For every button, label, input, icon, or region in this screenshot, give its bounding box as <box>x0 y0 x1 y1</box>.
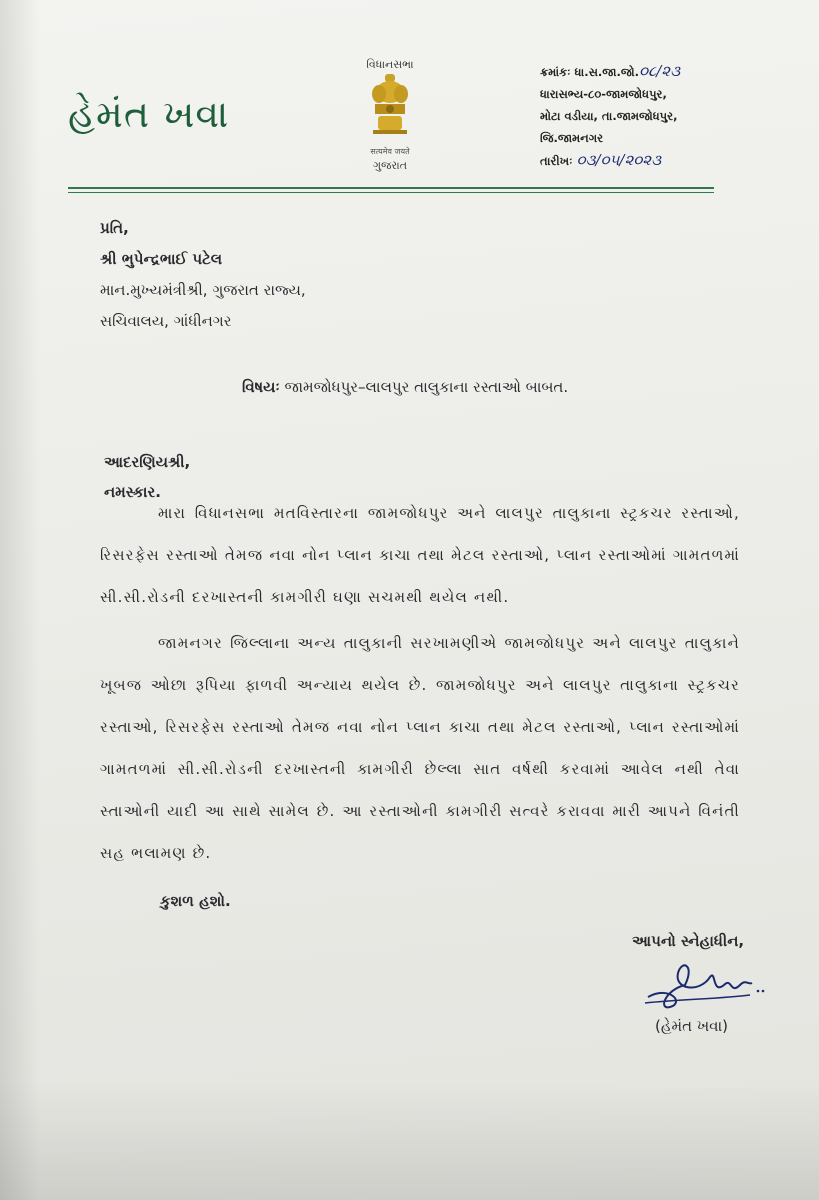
date-handwritten: ૦૩/૦૫/૨૦૨૩ <box>576 151 662 169</box>
to-label: પ્રતિ, <box>100 219 129 237</box>
date-label: તારીખઃ <box>540 154 573 168</box>
emblem-motto: सत्यमेव जयते <box>370 147 410 156</box>
header-rule-thin <box>68 192 714 193</box>
state-emblem <box>355 58 425 178</box>
handwritten-signature <box>640 955 770 1015</box>
body-paragraph-2: જામનગર જિલ્લાના અન્ય તાલુકાની સરખામણીએ જામજોધપુર અને લાલપુર તાલુકાને ખૂબજ ઓછા રૂપિયા ફાળવી અન્યાય થયેલ છે. જામજોધપુર અને લાલપુર તાલુકાના સ્ટ્રકચર રસ્તાઓ, રિસરફેસ રસ્તાઓ તેમજ નવા નોન પ્લાન કાચા તથા મેટલ રસ્તાઓ, પ્લાન રસ્તાઓમાં ગામતળમાં સી.સી.રોડની દરખાસ્તની કામગીરી છેલ્લા સાત વર્ષથી કરવામાં આવેલ નથી તેવા સ્તાઓની યાદી આ સાથે સામેલ છે. આ રસ્તાઓની કામગીરી સત્વરે કરાવવા મારી આપને વિનંતી સહ ભલામણ છે. <box>100 634 740 862</box>
village-line: મોટા વડીયા, તા.જામજોધપુર, <box>540 109 678 123</box>
closing-line: કુશળ હશો. <box>160 892 231 910</box>
subject-label: વિષયઃ <box>242 378 280 396</box>
page-shadow-left <box>0 0 40 1200</box>
constituency-line: ધારાસભ્ય-૮૦-જામજોધપુર, <box>540 87 667 101</box>
recipient-designation: માન.મુખ્યમંત્રીશ્રી, ગુજરાત રાજ્ય, <box>100 281 306 299</box>
salutation-line1: આદરણિયશ્રી, <box>104 453 191 471</box>
subject-line <box>242 378 568 396</box>
header-rule-thick <box>68 187 714 189</box>
emblem-top-text: વિધાનસભા <box>366 58 414 71</box>
subject-text: જામજોધપુર–લાલપુર તાલુકાના રસ્તાઓ બાબત. <box>284 378 569 396</box>
date-line <box>540 149 680 172</box>
recipient-name: શ્રી ભુપેન્દ્રભાઈ પટેલ <box>100 250 223 268</box>
district-line: જિ.જામનગર <box>540 131 604 145</box>
ref-number-line <box>540 60 680 83</box>
body-paragraph-1: મારા વિધાનસભા મતવિસ્તારના જામજોધપુર અને લાલપુર તાલુકાના સ્ટ્રકચર રસ્તાઓ, રિસરફેસ રસ્તાઓ તેમજ નવા નોન પ્લાન કાચા તથા મેટલ રસ્તાઓ, પ્લાન રસ્તાઓમાં ગામતળમાં સી.સી.રોડની દરખાસ્તની કામગીરી ઘણા સચમથી થયેલ નથી. <box>100 504 740 606</box>
ref-number-handwritten: ૦૮/૨૩ <box>638 62 681 80</box>
sign-off-yours: આપનો સ્નેહાધીન, <box>632 932 745 950</box>
letterhead-name: હેમંત ખવા <box>68 92 230 136</box>
signatory-name: (હેમંત ખવા) <box>655 1017 729 1035</box>
ref-label: ક્રમાંકઃ ધા.સ.જા.જો. <box>540 65 639 79</box>
recipient-address: સચિવાલય, ગાંધીનગર <box>100 312 232 330</box>
reference-block <box>540 60 680 172</box>
lion-capital-icon <box>365 72 415 142</box>
emblem-bottom-text: ગુજરાત <box>372 159 408 172</box>
recipient-block <box>100 213 306 337</box>
salutation-line2: નમસ્કાર. <box>104 483 161 501</box>
page-shadow-bottom <box>0 1080 819 1200</box>
